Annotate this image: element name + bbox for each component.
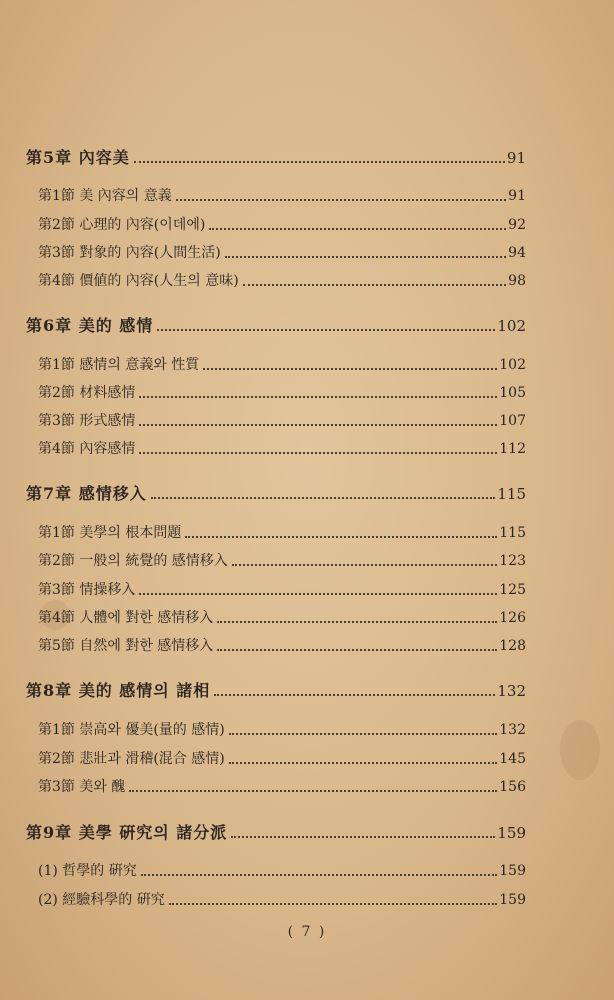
page-reference: 102 [499,357,526,373]
dot-leader [157,319,495,331]
page-reference: 112 [499,441,526,457]
page-reference: 128 [499,638,526,654]
dot-leader [176,189,506,201]
page-reference: 159 [497,824,526,842]
dot-leader [139,442,497,454]
toc-section-row [0,520,614,546]
page-reference: 125 [499,582,526,598]
section-title: 第2節 材料感情 [38,385,136,401]
page-reference: 91 [508,188,526,204]
toc-section-row [0,858,614,884]
toc-chapter-row [0,313,614,339]
toc-chapter-row [0,678,614,704]
page-number-footer: ( 7 ) [287,924,327,940]
dot-leader [151,487,495,499]
page-reference: 115 [497,485,526,503]
page-reference: 159 [499,892,526,908]
page-reference: 159 [499,863,526,879]
section-title: 第2節 悲壯과 滑稽(混合 感情) [38,751,225,767]
toc-section-row [0,633,614,659]
toc-section-row [0,212,614,238]
page-reference: 91 [506,149,526,167]
toc-section-row [0,605,614,631]
chapter-title: 第5章 內容美 [26,148,130,167]
toc-section-row [0,408,614,434]
dot-leader [217,611,497,623]
dot-leader [139,386,497,398]
section-title: 第4節 內容感情 [38,441,136,457]
toc-section-row [0,548,614,574]
toc-section-row [0,380,614,406]
toc-chapter-row [0,820,614,846]
section-title: 第4節 價値的 內容(人生의 意味) [38,273,239,289]
section-title: 第1節 美 內容의 意義 [38,188,172,204]
section-title: 第2節 心理的 內容(이데에) [38,217,206,233]
toc-section-row [0,240,614,266]
dot-leader [139,414,497,426]
toc-section-row [0,436,614,462]
page-reference: 156 [499,779,526,795]
dot-leader [209,218,506,230]
toc-section-row [0,887,614,913]
chapter-title: 第9章 美學 硏究의 諸分派 [26,823,228,842]
section-title: 第1節 崇高와 優美(量的 感情) [38,722,225,738]
dot-leader [217,639,497,651]
page-reference: 132 [497,682,526,700]
page-reference: 98 [508,273,526,289]
chapter-title: 第8章 美的 感情의 諸相 [26,681,211,700]
dot-leader [129,780,497,792]
page-reference: 145 [499,751,526,767]
chapter-title: 第6章 美的 感情 [26,316,154,335]
dot-leader [134,151,505,163]
page-reference: 126 [499,610,526,626]
section-title: 第5節 自然에 對한 感情移入 [38,638,214,654]
section-title: 第3節 形式感情 [38,413,136,429]
section-title: 第4節 人體에 對한 感情移入 [38,610,214,626]
toc-section-row [0,352,614,378]
page-reference: 123 [499,553,526,569]
section-title: 第2節 一般의 統覺的 感情移入 [38,553,228,569]
page-reference: 92 [508,217,526,233]
dot-leader [141,864,497,876]
section-title: (1) 哲學的 硏究 [38,863,137,879]
toc-chapter-row [0,481,614,507]
section-title: 第3節 美와 醜 [38,779,126,795]
dot-leader [232,554,497,566]
page-reference: 102 [497,317,526,335]
page-reference: 94 [508,245,526,261]
dot-leader [229,752,497,764]
toc-section-row [0,183,614,209]
page-reference: 107 [499,413,526,429]
dot-leader [231,826,495,838]
toc-section-row [0,268,614,294]
toc-section-row [0,717,614,743]
dot-leader [169,893,497,905]
section-title: (2) 經驗科學的 硏究 [38,892,165,908]
dot-leader [214,684,495,696]
toc-section-row [0,577,614,603]
toc-section-row [0,774,614,800]
dot-leader [229,723,497,735]
toc-section-row [0,746,614,772]
page-reference: 132 [499,722,526,738]
dot-leader [139,583,497,595]
toc-chapter-row [0,145,614,171]
dot-leader [225,246,506,258]
page-reference: 105 [499,385,526,401]
section-title: 第1節 美學의 根本問題 [38,525,182,541]
section-title: 第3節 對象的 內容(人間生活) [38,245,221,261]
chapter-title: 第7章 感情移入 [26,484,147,503]
page-reference: 115 [499,525,526,541]
dot-leader [243,274,506,286]
dot-leader [185,526,497,538]
section-title: 第3節 情操移入 [38,582,136,598]
dot-leader [203,358,497,370]
section-title: 第1節 感情의 意義와 性質 [38,357,200,373]
